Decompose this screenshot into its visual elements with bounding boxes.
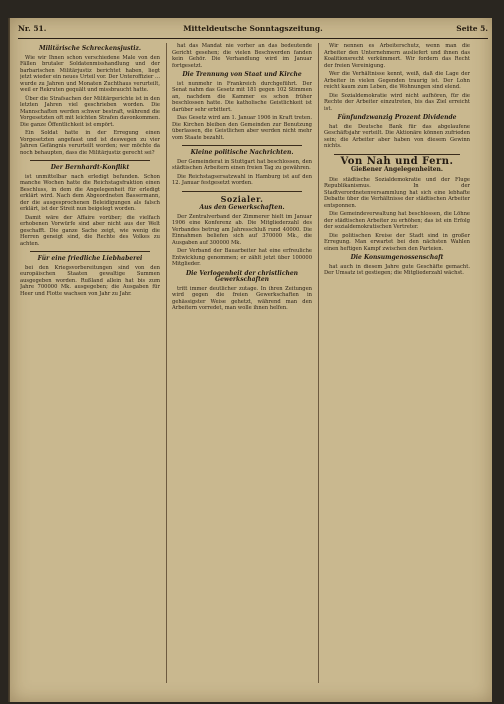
page-number: Seite 5.: [456, 24, 488, 33]
paragraph: Die politischen Kreise der Stadt sind in großer Erregung. Man erwartet bei den nächsten Wahlen einen heftigen Kampf zwischen den Parteien.: [324, 232, 470, 252]
section-rule: [30, 160, 150, 161]
paragraph: ist unmittelbar nach erledigt befunden. Schon manche Wochen hatte die Reichstagsfraktion einen Beschluss, in dem die Angelegenheit für erledigt erklärt wird. Nach dem Abgeordneten Bassermann, der die ausgesprochenen Beleidigungen als falsch erklärt, ist der Streit nun beigelegt worden.: [20, 173, 160, 212]
article-heading: Der Bernhardt-Konflikt: [50, 164, 130, 171]
page-header: [18, 24, 488, 36]
paragraph: hat die Deutsche Bank für das abgelaufene Geschäftsjahr verteilt. Die Aktionäre können zufrieden sein; die Arbeiter aber haben von diesem Gewinn nichts.: [324, 123, 470, 149]
paragraph: Der Verband der Bauarbeiter hat eine erfreuliche Entwicklung genommen; er zählt jetzt über 100000 Mitglieder.: [172, 248, 312, 267]
column-3: [324, 43, 470, 683]
section-rule: [30, 251, 150, 252]
article-heading: Fünfundzwanzig Prozent Dividende: [337, 114, 457, 121]
article-heading: Die Konsumgenossenschaft: [350, 254, 444, 261]
article-heading: Die Trennung von Staat und Kirche: [182, 71, 302, 78]
paragraph: Die städtische Sozialdemokratie und der Fluge Republikanismus. In der Stadtverordnetenversammlung hat sich eine lebhafte Debatte über die Verhältnisse der städtischen Arbeiter entsponnen.: [324, 176, 470, 209]
paragraph: tritt immer deutlicher zutage. In ihren Zeitungen wird gegen die freien Gewerkschaften in gehässigster Weise gehetzt, während man den Arbeitern vorredet, man wolle ihnen helfen.: [172, 285, 312, 311]
paragraph: Die Reichstagsersatzwahl in Hamburg ist auf den 12. Januar festgesetzt worden.: [172, 173, 312, 186]
paragraph: Die Sozialdemokratie wird nicht aufhören, für die Rechte der Arbeiter einzutreten, bis das Ziel erreicht ist.: [324, 92, 470, 112]
section-heading: Von Nah und Fern.: [340, 155, 454, 167]
paragraph: Ein Soldat hatte in der Erregung einen Vorgesetzten angefasst und ist deswegen zu vier Jahren Gefängnis verurteilt worden; wer möchte da noch behaupten, dass die Militärjustiz gerecht sei?: [20, 130, 160, 156]
newspaper-title: Mitteldeutsche Sonntagszeitung.: [183, 24, 323, 33]
paragraph: Das Gesetz wird am 1. Januar 1906 in Kraft treten. Die Kirchen bleiben den Gemeinden zur Benutzung überlassen, die Geistlichen aber werden nicht mehr vom Staate bezahlt.: [172, 115, 312, 141]
column-2: [172, 43, 312, 683]
paragraph: Wie wir Ihnen schon verschiedene Male von den Fällen brutaler Soldatenmisshandlung und der barbarischen Militärjustiz berichtet haben, liegt jetzt wieder ein neues Urteil vor. Der Unteroffizier ... wurde zu Jahren und Monaten Zuchthaus verurteilt, weil er Rekruten gequält und missbraucht hatte.: [20, 54, 160, 93]
section-rule: [182, 191, 302, 192]
paragraph: Die Gemeindeverwaltung hat beschlossen, die Löhne der städtischen Arbeiter zu erhöhen; das ist ein Erfolg der sozialdemokratischen Vertreter.: [324, 211, 470, 230]
section-rule: [334, 154, 460, 155]
paragraph: Über die Strafsachen der Militärgerichte ist in den letzten Jahren viel geschrieben worden. Die Mannschaften werden schwer bestraft, während die Vorgesetzten oft mit leichten Strafen davonkommen. Die ganze Öffentlichkeit ist empört.: [20, 95, 160, 128]
article-heading: Für eine friedliche Liebhaberei: [37, 255, 143, 262]
column-divider: [318, 43, 319, 683]
paragraph: Der Zentralverband der Zimmerer hielt im Januar 1906 eine Konferenz ab. Die Mitgliederzahl des Verbandes betrug am Jahresschluß rund 40000. Die Einnahmen beliefen sich auf 370000 Mk., die Ausgaben auf 300000 Mk.: [172, 213, 312, 246]
column-divider: [166, 43, 167, 683]
section-heading: Sozialer.: [220, 193, 264, 204]
issue-number: Nr. 51.: [18, 24, 47, 33]
paragraph: hat auch in diesem Jahre gute Geschäfte gemacht. Der Umsatz ist gestiegen; die Mitgliederzahl wächst.: [324, 263, 470, 276]
paragraph: Damit wäre der Affaire vorüber; die vielfach erhobenen Vorwürfe sind aber nicht aus der Welt geschafft. Die ganze Sache zeigt, wie wenig die Herren geneigt sind, die Rechte des Volkes zu achten.: [20, 214, 160, 247]
header-rule: [18, 38, 488, 39]
paragraph: Wir nennen es Arbeiterschutz, wenn man die Arbeiter den Unternehmern ausliefert und ihnen das Koalitionsrecht verkümmert. Wir fordern das Recht der freien Vereinigung.: [324, 43, 470, 69]
paragraph: Wer die Verhältnisse kennt, weiß, daß die Lage der Arbeiter in vielen Gegenden traurig ist. Der Lohn reicht kaum zum Leben, die Wohnungen sind elend.: [324, 71, 470, 90]
article-heading: Aus den Gewerkschaften.: [199, 204, 285, 211]
article-heading: Die Verlogenheit der christlichen Gewerkschaften: [185, 269, 299, 283]
article-heading: Militärische Schreckensjustiz.: [38, 45, 142, 52]
subsection-heading: Gießener Angelegenheiten.: [350, 166, 444, 173]
paragraph: hat das Mandat nie vorher an das bedeutende Gericht gesehen; die vielen Beschwerden fanden kein Gehör. Die Verhandlung wird im Januar fortgesetzt.: [172, 43, 312, 69]
section-rule: [182, 145, 302, 146]
column-1: [20, 43, 160, 683]
paragraph: Der Gemeinderat in Stuttgart hat beschlossen, den städtischen Arbeitern einen freien Tag zu gewähren.: [172, 158, 312, 171]
article-heading: Kleine politische Nachrichten.: [190, 149, 294, 156]
paragraph: bei den Kriegsvorbereitungen sind von den europäischen Staaten gewaltige Summen ausgegeben worden. Rußland allein hat bis zum Jahre 700000 Mk. ausgegeben; die Ausgaben für Heer und Flotte wachsen von Jahr zu Jahr.: [20, 264, 160, 297]
paragraph: ist nunmehr in Frankreich durchgeführt. Der Senat nahm das Gesetz mit 181 gegen 102 Stimmen an, nachdem die Kammer es schon früher beschlossen hatte. Die katholische Geistlichkeit ist darüber sehr erbittert.: [172, 80, 312, 113]
